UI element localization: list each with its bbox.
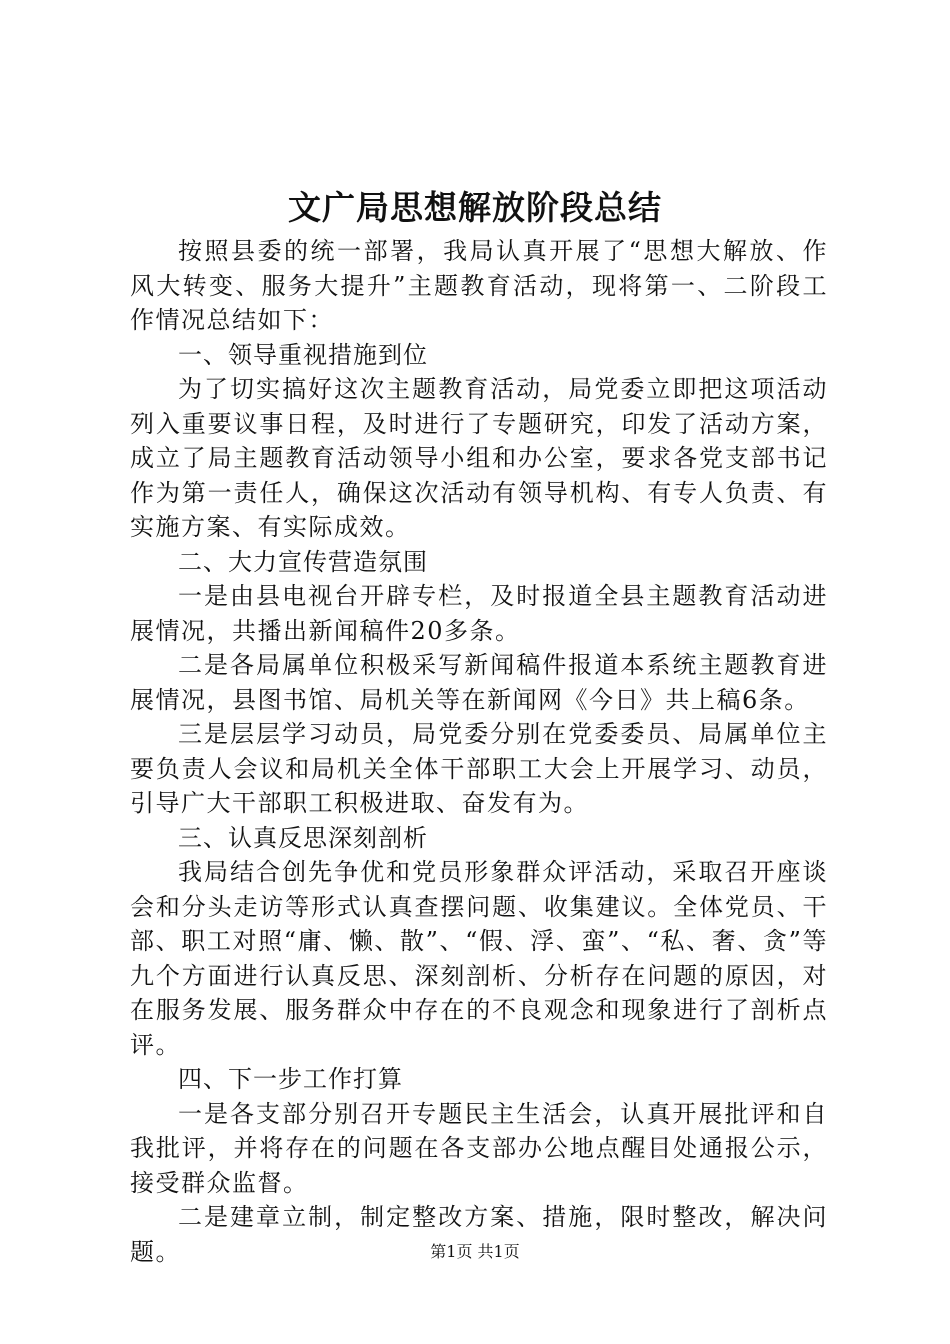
section-heading-1: 一、领导重视措施到位 — [178, 340, 428, 369]
page-footer: 第1页 共1页 — [430, 1242, 520, 1261]
document-body — [130, 234, 828, 1269]
section-4-paragraph-1: 一是各支部分别召开专题民主生活会，认真开展批评和自我批评，并将存在的问题在各支部办公地点醒目处通报公示，接受群众监督。 — [130, 1099, 828, 1197]
section-2-paragraph-2: 二是各局属单位积极采写新闻稿件报道本系统主题教育进展情况，县图书馆、局机关等在新闻网《今日》共上稿6条。 — [130, 651, 828, 714]
section-1-paragraph-1: 为了切实搞好这次主题教育活动，局党委立即把这项活动列入重要议事日程，及时进行了专题研究，印发了活动方案，成立了局主题教育活动领导小组和办公室，要求各党支部书记作为第一责任人，确保这次活动有领导机构、有专人负责、有实施方案、有实际成效。 — [130, 375, 828, 541]
section-heading-2: 二、大力宣传营造氛围 — [178, 547, 428, 576]
section-heading-3: 三、认真反思深刻剖析 — [178, 823, 428, 852]
section-4-paragraph-2: 二是建章立制，制定整改方案、措施，限时整改，解决问题。 — [130, 1203, 828, 1266]
intro-paragraph: 按照县委的统一部署，我局认真开展了“思想大解放、作风大转变、服务大提升”主题教育活动，现将第一、二阶段工作情况总结如下： — [130, 237, 828, 334]
section-2-paragraph-3: 三是层层学习动员，局党委分别在党委委员、局属单位主要负责人会议和局机关全体干部职工大会上开展学习、动员，引导广大干部职工积极进取、奋发有为。 — [130, 720, 828, 817]
section-3-paragraph-1: 我局结合创先争优和党员形象群众评活动，采取召开座谈会和分头走访等形式认真查摆问题、收集建议。全体党员、干部、职工对照“庸、懒、散”、“假、浮、蛮”、“私、奢、贪”等九个方面进行认真反思、深刻剖析、分析存在问题的原因，对在服务发展、服务群众中存在的不良观念和现象进行了剖析点评。 — [130, 858, 828, 1059]
section-2-paragraph-1: 一是由县电视台开辟专栏，及时报道全县主题教育活动进展情况，共播出新闻稿件20多条。 — [130, 582, 828, 645]
section-heading-4: 四、下一步工作打算 — [178, 1065, 403, 1093]
document-title: 文广局思想解放阶段总结 — [288, 188, 662, 227]
